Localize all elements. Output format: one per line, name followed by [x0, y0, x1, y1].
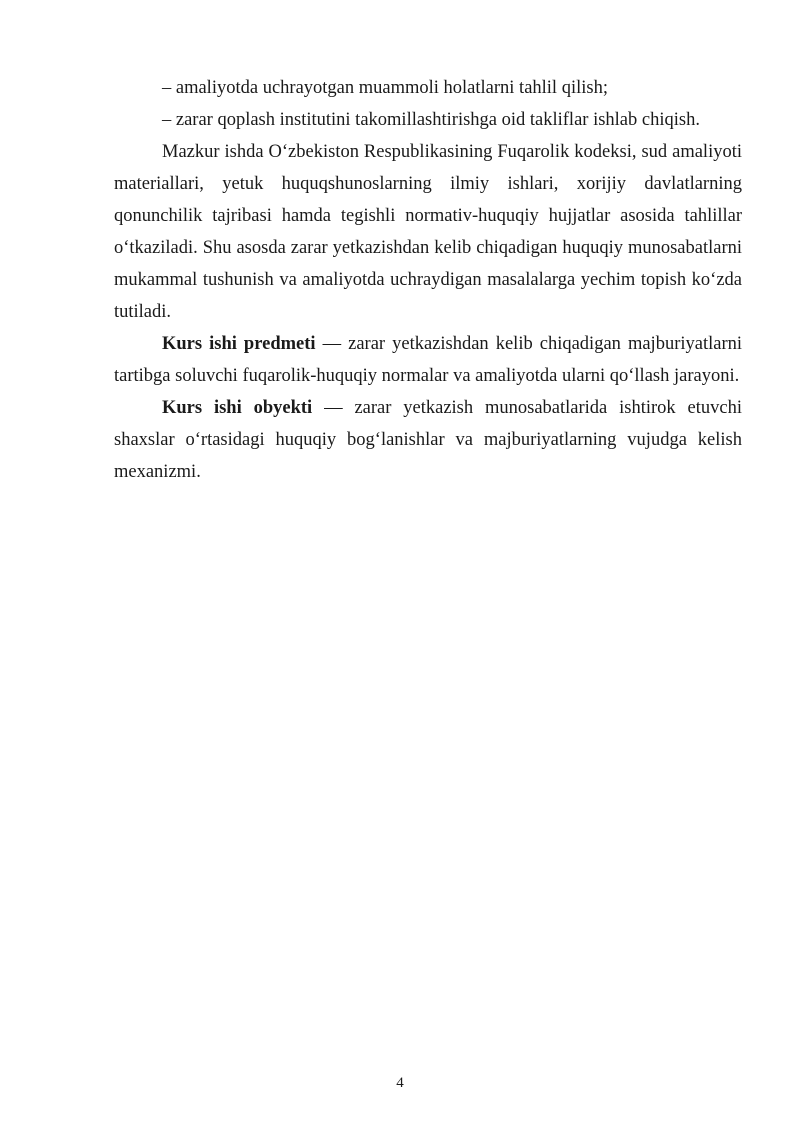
subject-paragraph	[114, 328, 742, 392]
subject-definition: — zarar yetkazishdan kelib chiqadigan majburiyatlarni tartibga soluvchi fuqarolik-huquqiy normalar va amaliyotda ularni qo‘llash jarayoni.	[114, 334, 742, 386]
list-item: – zarar qoplash institutini takomillashtirishga oid takliflar ishlab chiqish.	[162, 110, 700, 130]
object-definition: — zarar yetkazish munosabatlarida ishtirok etuvchi shaxslar o‘rtasidagi huquqiy bog‘lanishlar va majburiyatlarning vujudga kelish mexanizmi.	[114, 398, 742, 482]
body-text	[114, 72, 742, 488]
intro-paragraph: Mazkur ishda O‘zbekiston Respublikasining Fuqarolik kodeksi, sud amaliyoti materiallari, yetuk huquqshunoslarning ilmiy ishlari, xorijiy davlatlarning qonunchilik tajribasi hamda tegishli normativ-huquqiy hujjatlar asosida tahlillar o‘tkaziladi. Shu asosda zarar yetkazishdan kelib chiqadigan huquqiy munosabatlarni mukammal tushunish va amaliyotda uchraydigan masalalarga yechim topish ko‘zda tutiladi.	[114, 142, 742, 322]
object-term: Kurs ishi obyekti	[162, 398, 313, 418]
object-paragraph	[114, 392, 742, 488]
page-number: 4	[396, 1075, 404, 1091]
subject-term: Kurs ishi predmeti	[162, 334, 316, 354]
list-item: – amaliyotda uchrayotgan muammoli holatlarni tahlil qilish;	[162, 78, 608, 98]
